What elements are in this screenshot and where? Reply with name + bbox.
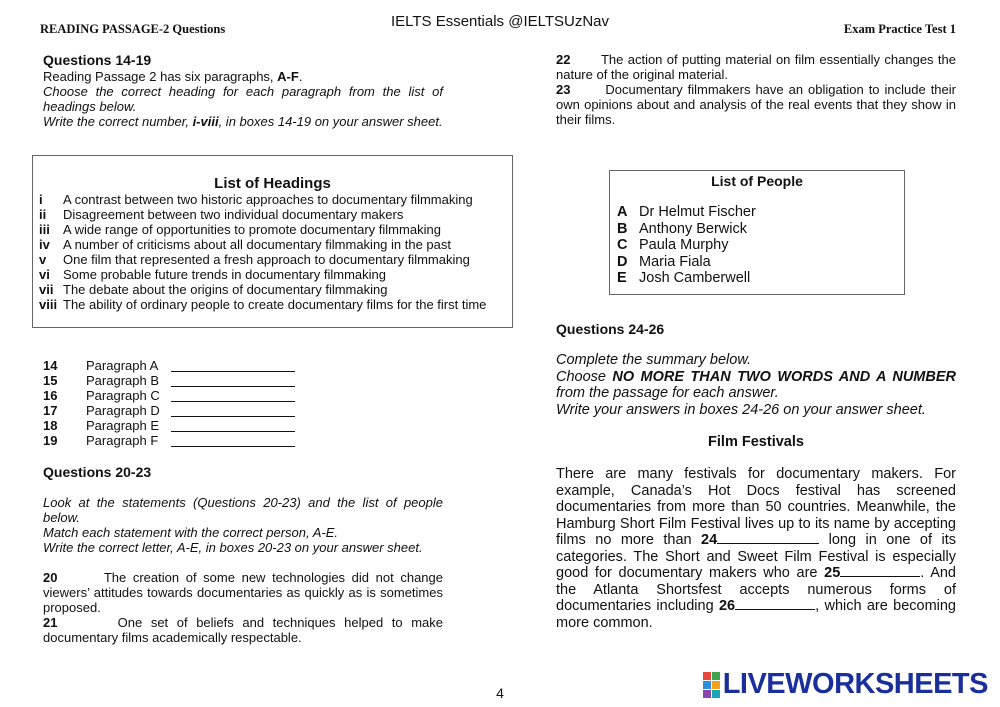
answer-label: Paragraph A (86, 358, 159, 373)
answer-blank-25[interactable] (840, 576, 920, 577)
heading-text: A wide range of opportunities to promote documentary filmmaking (63, 222, 441, 237)
header-right: Exam Practice Test 1 (843, 22, 956, 36)
q20-block (43, 464, 443, 645)
answer-label: Paragraph E (86, 418, 159, 433)
person-name: Maria Fiala (639, 253, 711, 270)
person-letter: C (617, 237, 628, 253)
answer-row (43, 403, 295, 418)
logo-tile (712, 672, 720, 680)
logo-tile (703, 672, 711, 680)
heading-item (39, 207, 512, 222)
answer-blank-26[interactable] (735, 609, 815, 610)
q20-line2: Match each statement with the correct person, A-E. (43, 525, 339, 540)
person-item (617, 270, 904, 287)
q24-line1: Complete the summary below. (556, 352, 752, 368)
liveworksheets-logo[interactable] (703, 668, 988, 701)
answer-num: 15 (43, 373, 58, 388)
logo-tile (703, 681, 711, 689)
people-box (609, 170, 905, 295)
logo-tile (703, 690, 711, 698)
answer-num: 14 (43, 358, 58, 373)
answer-blank-24[interactable] (717, 543, 819, 544)
answer-label: Paragraph C (86, 388, 160, 403)
q20-line3: Write the correct letter, A-E, in boxes 20-23 on your answer sheet. (43, 540, 423, 555)
person-name: Josh Camberwell (639, 270, 751, 286)
heading-item (39, 222, 512, 237)
heading-text: A number of criticisms about all documentary filmmaking in the past (63, 237, 452, 252)
q24-block (556, 321, 956, 631)
heading-text: Some probable future trends in documentary filmmaking (63, 267, 386, 282)
person-name: Anthony Berwick (639, 220, 747, 237)
answer-blank[interactable] (171, 373, 295, 387)
header-left: READING PASSAGE-2 Questions (40, 22, 226, 36)
q14-line2: Choose the correct heading for each paragraph from the list of headings below. (43, 84, 443, 114)
heading-item (39, 297, 512, 312)
answers-list (43, 358, 295, 448)
heading-num: i (39, 192, 43, 207)
headings-list (39, 192, 512, 312)
answer-row (43, 358, 295, 373)
statement-23: 23 Documentary filmmakers have an obligation to include their own opinions about and analysis of the real events that they show in their films. (556, 82, 956, 127)
person-name: Paula Murphy (639, 237, 729, 253)
heading-num: vi (39, 267, 50, 282)
q20-title: Questions 20-23 (43, 464, 152, 480)
heading-num: iv (39, 237, 50, 252)
page-number: 4 (496, 685, 504, 701)
person-letter: A (617, 204, 628, 220)
answer-num: 19 (43, 433, 58, 448)
answer-blank[interactable] (171, 358, 295, 372)
answer-row (43, 418, 295, 433)
heading-num: iii (39, 222, 50, 237)
answer-blank[interactable] (171, 433, 295, 447)
answer-blank[interactable] (171, 403, 295, 417)
heading-item (39, 252, 512, 267)
headings-title: List of Headings (214, 175, 331, 192)
answer-label: Paragraph B (86, 373, 159, 388)
heading-item (39, 282, 512, 297)
answer-row (43, 373, 295, 388)
answer-row (43, 388, 295, 403)
statement-20: 20 The creation of some new technologies did not change viewers’ attitudes towards documentaries as quickly as is sometimes proposed. (43, 570, 443, 615)
q14-title: Questions 14-19 (43, 52, 152, 68)
summary-text: There are many festivals for documentary makers. For example, Canada’s Hot Docs festival has screened documentaries from more than 50 countries. Meanwhile, the Hamburg Short Film Festival lives up to its name by accepting films no more than 24 long in one of its categories. The Short and Sweet Film Festival is especially good for documentary makers who are 25 . And the Atlanta Shortsfest accepts numerous forms of documentaries including 26 , which are becoming more common. (556, 466, 957, 631)
heading-num: viii (39, 297, 58, 312)
answer-num: 17 (43, 403, 58, 418)
q14-instructions (43, 52, 443, 129)
people-title: List of People (711, 173, 803, 189)
answer-blank[interactable] (171, 418, 295, 432)
logo-tile (712, 681, 720, 689)
person-name: Dr Helmut Fischer (639, 204, 756, 220)
logo-grid-icon (703, 672, 720, 698)
heading-text: A contrast between two historic approaches to documentary filmmaking (63, 192, 473, 207)
q24-line2: Choose NO MORE THAN TWO WORDS AND A NUMBER from the passage for each answer. (556, 368, 957, 401)
statements-right (556, 52, 956, 127)
answer-label: Paragraph F (86, 433, 159, 448)
heading-text: The ability of ordinary people to create documentary films for the first time (63, 297, 487, 312)
answer-label: Paragraph D (86, 403, 160, 418)
heading-item (39, 267, 512, 282)
logo-tile (712, 690, 720, 698)
answer-blank[interactable] (171, 388, 295, 402)
person-item (617, 254, 904, 271)
statement-21: 21 One set of beliefs and techniques helped to make documentary films academically respectable. (43, 615, 443, 645)
heading-text: Disagreement between two individual documentary makers (63, 207, 404, 222)
person-item (617, 204, 904, 221)
headings-box (32, 155, 513, 328)
heading-item (39, 192, 512, 207)
heading-num: ii (39, 207, 47, 222)
answer-row (43, 433, 295, 448)
person-letter: E (617, 270, 627, 286)
person-letter: B (617, 220, 628, 237)
summary-title: Film Festivals (708, 434, 804, 450)
heading-item (39, 237, 512, 252)
q20-line1: Look at the statements (Questions 20-23) and the list of people below. (43, 495, 443, 525)
statement-22: 22 The action of putting material on film essentially changes the nature of the original material. (556, 52, 956, 82)
person-item (617, 237, 904, 254)
q14-line1: Reading Passage 2 has six paragraphs, A-F. (43, 69, 303, 84)
q24-line3: Write your answers in boxes 24-26 on your answer sheet. (556, 401, 926, 418)
people-list (617, 204, 904, 287)
header-center: IELTS Essentials @IELTSUzNav (390, 13, 610, 30)
person-letter: D (617, 253, 628, 270)
q24-title: Questions 24-26 (556, 321, 665, 337)
person-item (617, 221, 904, 238)
logo-text: LIVEWORKSHEETS (722, 668, 988, 700)
heading-num: vii (39, 282, 54, 297)
heading-text: The debate about the origins of documentary filmmaking (63, 282, 388, 297)
answer-num: 16 (43, 388, 58, 403)
heading-text: One film that represented a fresh approach to documentary filmmaking (63, 252, 470, 267)
answer-num: 18 (43, 418, 58, 433)
heading-num: v (39, 252, 47, 267)
q14-line3: Write the correct number, i-viii, in boxes 14-19 on your answer sheet. (43, 114, 443, 129)
